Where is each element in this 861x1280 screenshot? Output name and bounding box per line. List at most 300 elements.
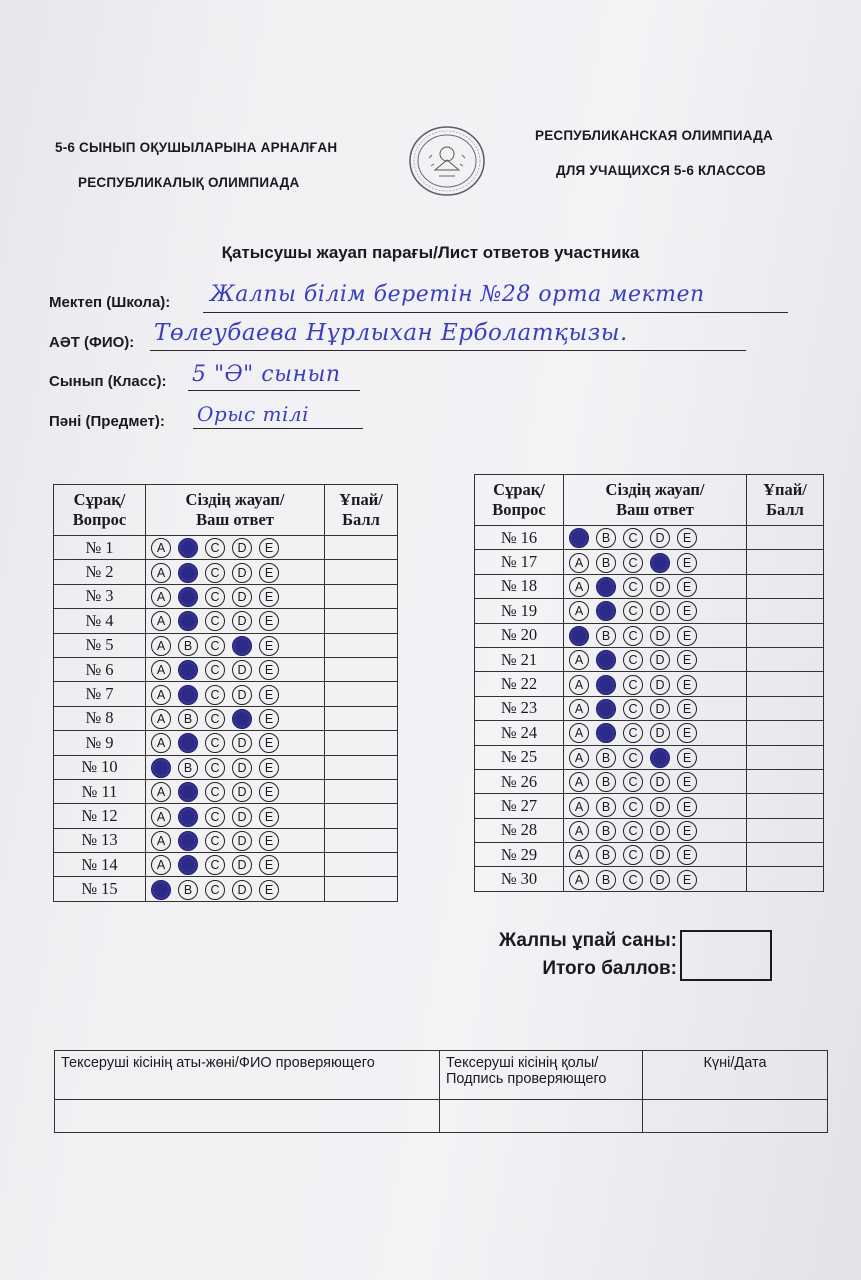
col-score-header-line2: Балл <box>342 510 380 529</box>
answer-bubble-b[interactable]: B <box>178 880 198 900</box>
answer-bubble-b[interactable] <box>178 855 198 875</box>
score-cell[interactable] <box>747 526 824 550</box>
answer-bubble-d[interactable]: D <box>650 772 670 792</box>
answer-bubble-d[interactable]: D <box>650 797 670 817</box>
answer-bubble-e[interactable]: E <box>259 782 279 802</box>
score-cell[interactable] <box>325 706 398 730</box>
answer-options <box>564 599 747 623</box>
col-score-header-line2: Балл <box>766 500 804 519</box>
question-number: № 17 <box>475 550 564 574</box>
answer-options <box>564 647 747 671</box>
class-underline <box>188 390 360 391</box>
question-number: № 10 <box>54 755 146 779</box>
answer-bubble-c[interactable]: C <box>623 723 643 743</box>
answer-bubble-b[interactable]: B <box>596 626 616 646</box>
question-number: № 23 <box>475 696 564 720</box>
answer-bubble-c[interactable]: C <box>205 709 225 729</box>
answer-bubble-c[interactable]: C <box>205 758 225 778</box>
score-cell[interactable] <box>325 779 398 803</box>
answer-bubble-e[interactable]: E <box>677 870 697 890</box>
col-question-header <box>54 485 146 536</box>
answer-bubble-d[interactable] <box>232 636 252 656</box>
answer-bubble-e[interactable]: E <box>259 709 279 729</box>
score-cell[interactable] <box>747 745 824 769</box>
answer-bubble-e[interactable]: E <box>677 675 697 695</box>
question-number: № 30 <box>475 867 564 891</box>
answer-bubble-a[interactable]: A <box>151 538 171 558</box>
answer-bubble-a[interactable]: A <box>151 733 171 753</box>
answer-row <box>475 647 824 671</box>
answer-bubble-a[interactable] <box>151 758 171 778</box>
answer-bubble-a[interactable]: A <box>569 870 589 890</box>
answer-row <box>475 721 824 745</box>
answer-options <box>564 526 747 550</box>
answer-bubble-b[interactable] <box>596 675 616 695</box>
checker-table <box>54 1050 828 1133</box>
answer-bubble-b[interactable] <box>178 831 198 851</box>
subject-underline <box>193 428 363 429</box>
answer-bubble-e[interactable]: E <box>677 772 697 792</box>
answer-bubble-b[interactable] <box>596 577 616 597</box>
answer-bubble-d[interactable]: D <box>232 831 252 851</box>
answer-bubble-c[interactable]: C <box>205 636 225 656</box>
answer-bubble-b[interactable]: B <box>596 870 616 890</box>
answer-bubble-c[interactable]: C <box>623 577 643 597</box>
col-question-header <box>475 475 564 526</box>
answer-options <box>146 804 325 828</box>
answer-bubble-d[interactable]: D <box>232 538 252 558</box>
answer-options <box>564 574 747 598</box>
answer-bubble-c[interactable]: C <box>205 685 225 705</box>
answer-options <box>146 828 325 852</box>
col-question-header-line2: Вопрос <box>492 500 546 519</box>
question-number: № 24 <box>475 721 564 745</box>
answer-bubble-c[interactable]: C <box>205 782 225 802</box>
answer-table-header <box>54 485 398 536</box>
checker-name-header <box>55 1051 440 1100</box>
answer-bubble-b[interactable]: B <box>596 748 616 768</box>
answer-options <box>564 745 747 769</box>
score-cell[interactable] <box>747 647 824 671</box>
answer-bubble-e[interactable]: E <box>259 611 279 631</box>
answer-bubble-b[interactable] <box>178 538 198 558</box>
question-number: № 2 <box>54 560 146 584</box>
checker-name-cell[interactable] <box>55 1100 440 1133</box>
answer-options <box>146 755 325 779</box>
answer-options <box>146 560 325 584</box>
answer-row <box>54 779 398 803</box>
score-cell[interactable] <box>747 574 824 598</box>
answer-options <box>564 794 747 818</box>
score-cell[interactable] <box>325 828 398 852</box>
answer-row <box>475 672 824 696</box>
answer-bubble-c[interactable]: C <box>623 626 643 646</box>
score-cell[interactable] <box>325 853 398 877</box>
school-value[interactable]: Жалпы білім беретін №28 орта мектеп <box>210 282 705 307</box>
answer-bubble-d[interactable] <box>650 553 670 573</box>
score-cell[interactable] <box>325 536 398 560</box>
name-label: АӘТ (ФИО): <box>49 334 135 351</box>
answer-bubble-c[interactable]: C <box>623 772 643 792</box>
class-label: Сынып (Класс): <box>49 373 167 390</box>
answer-bubble-d[interactable]: D <box>650 626 670 646</box>
answer-table-right <box>474 474 824 892</box>
subject-value[interactable]: Орыс тілі <box>197 402 310 426</box>
answer-bubble-d[interactable]: D <box>232 733 252 753</box>
answer-bubble-a[interactable] <box>569 528 589 548</box>
answer-bubble-d[interactable]: D <box>650 845 670 865</box>
col-score-header <box>325 485 398 536</box>
question-number: № 4 <box>54 609 146 633</box>
answer-bubble-e[interactable]: E <box>259 880 279 900</box>
answer-bubble-a[interactable]: A <box>569 650 589 670</box>
score-cell[interactable] <box>325 657 398 681</box>
answer-bubble-b[interactable]: B <box>596 553 616 573</box>
answer-bubble-a[interactable]: A <box>151 611 171 631</box>
score-cell[interactable] <box>325 584 398 608</box>
score-cell[interactable] <box>747 623 824 647</box>
answer-bubble-e[interactable]: E <box>259 733 279 753</box>
sheet-title: Қатысушы жауап парағы/Лист ответов участника <box>221 243 640 262</box>
answer-bubble-b[interactable] <box>596 699 616 719</box>
score-cell[interactable] <box>747 550 824 574</box>
answer-bubble-b[interactable]: B <box>596 821 616 841</box>
answer-bubble-d[interactable]: D <box>650 723 670 743</box>
answer-bubble-b[interactable] <box>596 601 616 621</box>
answer-bubble-b[interactable] <box>596 723 616 743</box>
answer-bubble-e[interactable]: E <box>259 807 279 827</box>
answer-bubble-d[interactable] <box>232 709 252 729</box>
question-number: № 16 <box>475 526 564 550</box>
answer-bubble-b[interactable] <box>178 807 198 827</box>
school-underline <box>203 312 788 313</box>
answer-bubble-b[interactable] <box>178 685 198 705</box>
answer-bubble-e[interactable]: E <box>677 699 697 719</box>
col-answer-header <box>146 485 325 536</box>
subject-label: Пәні (Предмет): <box>49 413 165 430</box>
answer-row <box>54 877 398 901</box>
answer-bubble-e[interactable]: E <box>677 601 697 621</box>
answer-bubble-b[interactable]: B <box>178 709 198 729</box>
name-value[interactable]: Төлеубаева Нұрлыхан Ерболатқызы. <box>154 320 628 346</box>
col-score-header-line1: Ұпай/ <box>763 480 807 499</box>
answer-bubble-d[interactable]: D <box>232 660 252 680</box>
answer-bubble-b[interactable] <box>178 563 198 583</box>
score-cell[interactable] <box>325 609 398 633</box>
col-question-header-line1: Сұрақ/ <box>493 480 545 499</box>
answer-row <box>54 804 398 828</box>
score-cell[interactable] <box>325 877 398 901</box>
header-left-line1: 5-6 СЫНЫП ОҚУШЫЛАРЫНА АРНАЛҒАН <box>55 140 338 155</box>
checker-date-label: Күні/Дата <box>703 1055 767 1071</box>
answer-bubble-b[interactable]: B <box>596 528 616 548</box>
answer-bubble-a[interactable]: A <box>569 748 589 768</box>
col-answer-header-line2: Ваш ответ <box>616 500 694 519</box>
answer-bubble-e[interactable]: E <box>259 660 279 680</box>
checker-name-label: Тексеруші кісінің аты-жөні/ФИО проверяющего <box>61 1055 375 1071</box>
answer-bubble-b[interactable]: B <box>596 797 616 817</box>
answer-bubble-e[interactable]: E <box>259 758 279 778</box>
answer-bubble-e[interactable]: E <box>259 587 279 607</box>
answer-row <box>475 599 824 623</box>
answer-bubble-d[interactable]: D <box>650 601 670 621</box>
answer-bubble-a[interactable]: A <box>569 699 589 719</box>
question-number: № 3 <box>54 584 146 608</box>
answer-row <box>54 731 398 755</box>
score-cell[interactable] <box>325 804 398 828</box>
answer-bubble-d[interactable] <box>650 748 670 768</box>
answer-bubble-c[interactable]: C <box>623 797 643 817</box>
answer-bubble-a[interactable]: A <box>569 577 589 597</box>
score-cell[interactable] <box>747 599 824 623</box>
answer-bubble-a[interactable]: A <box>569 821 589 841</box>
answer-bubble-b[interactable] <box>178 611 198 631</box>
checker-input-row <box>55 1100 828 1133</box>
answer-bubble-b[interactable] <box>178 733 198 753</box>
answer-row <box>54 584 398 608</box>
answer-bubble-c[interactable]: C <box>205 733 225 753</box>
answer-bubble-a[interactable]: A <box>151 855 171 875</box>
total-label-ru: Итого баллов: <box>542 958 677 979</box>
answer-row <box>475 574 824 598</box>
answer-bubble-d[interactable]: D <box>232 880 252 900</box>
score-cell[interactable] <box>747 867 824 891</box>
answer-bubble-a[interactable]: A <box>569 553 589 573</box>
header-right-line1: РЕСПУБЛИКАНСКАЯ ОЛИМПИАДА <box>535 128 773 143</box>
answer-options <box>564 550 747 574</box>
answer-options <box>146 536 325 560</box>
col-question-header-line2: Вопрос <box>72 510 127 529</box>
answer-options <box>564 843 747 867</box>
question-number: № 13 <box>54 828 146 852</box>
checker-signature-header <box>440 1051 643 1100</box>
answer-options <box>564 696 747 720</box>
score-cell[interactable] <box>747 672 824 696</box>
answer-bubble-c[interactable]: C <box>205 831 225 851</box>
question-number: № 15 <box>54 877 146 901</box>
answer-bubble-e[interactable]: E <box>677 650 697 670</box>
answer-bubble-d[interactable]: D <box>232 758 252 778</box>
answer-bubble-c[interactable]: C <box>205 807 225 827</box>
question-number: № 25 <box>475 745 564 769</box>
class-value[interactable]: 5 "Ә" сынып <box>192 362 341 387</box>
answer-bubble-d[interactable]: D <box>650 699 670 719</box>
score-cell[interactable] <box>747 696 824 720</box>
answer-options <box>146 853 325 877</box>
answer-bubble-c[interactable]: C <box>623 870 643 890</box>
answer-options <box>146 682 325 706</box>
answer-bubble-c[interactable]: C <box>623 821 643 841</box>
answer-bubble-e[interactable]: E <box>677 821 697 841</box>
score-cell[interactable] <box>747 818 824 842</box>
score-cell[interactable] <box>325 633 398 657</box>
answer-bubble-a[interactable]: A <box>151 807 171 827</box>
answer-bubble-e[interactable]: E <box>259 831 279 851</box>
answer-bubble-e[interactable]: E <box>677 528 697 548</box>
answer-bubble-a[interactable]: A <box>569 601 589 621</box>
answer-bubble-c[interactable]: C <box>623 748 643 768</box>
answer-bubble-c[interactable]: C <box>205 587 225 607</box>
answer-row <box>475 745 824 769</box>
col-score-header <box>747 475 824 526</box>
answer-row <box>54 755 398 779</box>
answer-bubble-c[interactable]: C <box>205 611 225 631</box>
answer-bubble-a[interactable]: A <box>151 660 171 680</box>
answer-bubble-d[interactable]: D <box>232 782 252 802</box>
col-answer-header <box>564 475 747 526</box>
answer-bubble-d[interactable]: D <box>650 870 670 890</box>
answer-bubble-a[interactable] <box>569 626 589 646</box>
answer-row <box>475 696 824 720</box>
answer-row <box>54 828 398 852</box>
answer-bubble-a[interactable]: A <box>151 563 171 583</box>
answer-row <box>54 536 398 560</box>
answer-row <box>54 633 398 657</box>
answer-bubble-b[interactable] <box>596 650 616 670</box>
answer-bubble-a[interactable]: A <box>569 723 589 743</box>
question-number: № 14 <box>54 853 146 877</box>
answer-bubble-d[interactable]: D <box>232 563 252 583</box>
question-number: № 29 <box>475 843 564 867</box>
answer-table-header <box>475 475 824 526</box>
answer-bubble-d[interactable]: D <box>650 650 670 670</box>
answer-bubble-c[interactable]: C <box>623 528 643 548</box>
answer-bubble-d[interactable]: D <box>232 611 252 631</box>
answer-options <box>146 731 325 755</box>
checker-date-header <box>643 1051 828 1100</box>
question-number: № 28 <box>475 818 564 842</box>
answer-bubble-a[interactable]: A <box>151 685 171 705</box>
answer-bubble-a[interactable]: A <box>569 845 589 865</box>
answer-bubble-a[interactable]: A <box>151 636 171 656</box>
score-cell[interactable] <box>747 843 824 867</box>
answer-row <box>475 818 824 842</box>
answer-bubble-a[interactable]: A <box>151 709 171 729</box>
question-number: № 27 <box>475 794 564 818</box>
answer-row <box>54 706 398 730</box>
answer-bubble-d[interactable]: D <box>650 577 670 597</box>
answer-bubble-e[interactable]: E <box>677 553 697 573</box>
question-number: № 6 <box>54 657 146 681</box>
answer-row <box>475 867 824 891</box>
answer-bubble-a[interactable]: A <box>569 797 589 817</box>
answer-table-left <box>53 484 398 902</box>
answer-options <box>146 584 325 608</box>
col-answer-header-line1: Сіздің жауап/ <box>605 480 705 499</box>
answer-bubble-a[interactable]: A <box>569 675 589 695</box>
score-cell[interactable] <box>325 682 398 706</box>
answer-bubble-c[interactable]: C <box>205 880 225 900</box>
answer-bubble-c[interactable]: C <box>205 538 225 558</box>
answer-bubble-c[interactable]: C <box>623 675 643 695</box>
answer-bubble-e[interactable]: E <box>677 577 697 597</box>
answer-bubble-e[interactable]: E <box>259 563 279 583</box>
question-number: № 7 <box>54 682 146 706</box>
answer-bubble-e[interactable]: E <box>259 538 279 558</box>
score-cell[interactable] <box>747 794 824 818</box>
answer-bubble-d[interactable]: D <box>232 807 252 827</box>
answer-bubble-e[interactable]: E <box>677 626 697 646</box>
answer-row <box>475 623 824 647</box>
answer-bubble-e[interactable]: E <box>677 723 697 743</box>
question-number: № 9 <box>54 731 146 755</box>
answer-row <box>54 560 398 584</box>
question-number: № 1 <box>54 536 146 560</box>
answer-bubble-c[interactable]: C <box>623 553 643 573</box>
score-cell[interactable] <box>325 560 398 584</box>
total-score-box[interactable] <box>680 930 772 981</box>
score-cell[interactable] <box>747 769 824 793</box>
answer-bubble-a[interactable]: A <box>151 831 171 851</box>
header-right-line2: ДЛЯ УЧАЩИХСЯ 5-6 КЛАССОВ <box>556 163 766 178</box>
answer-row <box>475 794 824 818</box>
answer-bubble-d[interactable]: D <box>650 675 670 695</box>
answer-bubble-e[interactable]: E <box>677 845 697 865</box>
answer-bubble-c[interactable]: C <box>623 650 643 670</box>
answer-bubble-e[interactable]: E <box>259 685 279 705</box>
answer-bubble-b[interactable] <box>178 660 198 680</box>
answer-bubble-c[interactable]: C <box>623 845 643 865</box>
answer-bubble-e[interactable]: E <box>259 855 279 875</box>
answer-bubble-d[interactable]: D <box>650 528 670 548</box>
answer-row <box>475 769 824 793</box>
answer-bubble-e[interactable]: E <box>677 748 697 768</box>
answer-bubble-d[interactable]: D <box>232 855 252 875</box>
answer-bubble-b[interactable] <box>178 587 198 607</box>
checker-header-row <box>55 1051 828 1100</box>
answer-bubble-b[interactable] <box>178 782 198 802</box>
answer-bubble-b[interactable]: B <box>596 845 616 865</box>
col-question-header-line1: Сұрақ/ <box>73 490 126 509</box>
answer-row <box>475 843 824 867</box>
answer-bubble-c[interactable]: C <box>205 855 225 875</box>
answer-bubble-b[interactable]: B <box>178 636 198 656</box>
question-number: № 26 <box>475 769 564 793</box>
checker-signature-label-line2: Подпись проверяющего <box>446 1071 607 1087</box>
answer-bubble-e[interactable]: E <box>677 797 697 817</box>
answer-bubble-a[interactable]: A <box>569 772 589 792</box>
answer-row <box>475 526 824 550</box>
score-cell[interactable] <box>325 755 398 779</box>
total-label-kz: Жалпы ұпай саны: <box>499 930 677 951</box>
question-number: № 20 <box>475 623 564 647</box>
score-cell[interactable] <box>747 721 824 745</box>
answer-options <box>146 609 325 633</box>
answer-bubble-d[interactable]: D <box>232 685 252 705</box>
answer-bubble-c[interactable]: C <box>205 563 225 583</box>
checker-signature-cell[interactable] <box>440 1100 643 1133</box>
answer-options <box>564 672 747 696</box>
answer-bubble-a[interactable]: A <box>151 587 171 607</box>
answer-bubble-c[interactable]: C <box>623 601 643 621</box>
checker-date-cell[interactable] <box>643 1100 828 1133</box>
header-left-line2: РЕСПУБЛИКАЛЫҚ ОЛИМПИАДА <box>78 175 300 190</box>
answer-bubble-c[interactable]: C <box>205 660 225 680</box>
answer-bubble-a[interactable]: A <box>151 782 171 802</box>
answer-bubble-e[interactable]: E <box>259 636 279 656</box>
answer-options <box>146 657 325 681</box>
answer-bubble-a[interactable] <box>151 880 171 900</box>
answer-row <box>54 682 398 706</box>
answer-bubble-d[interactable]: D <box>650 821 670 841</box>
answer-bubble-d[interactable]: D <box>232 587 252 607</box>
answer-row <box>475 550 824 574</box>
answer-bubble-b[interactable]: B <box>178 758 198 778</box>
answer-bubble-c[interactable]: C <box>623 699 643 719</box>
answer-bubble-b[interactable]: B <box>596 772 616 792</box>
answer-options <box>564 818 747 842</box>
score-cell[interactable] <box>325 731 398 755</box>
